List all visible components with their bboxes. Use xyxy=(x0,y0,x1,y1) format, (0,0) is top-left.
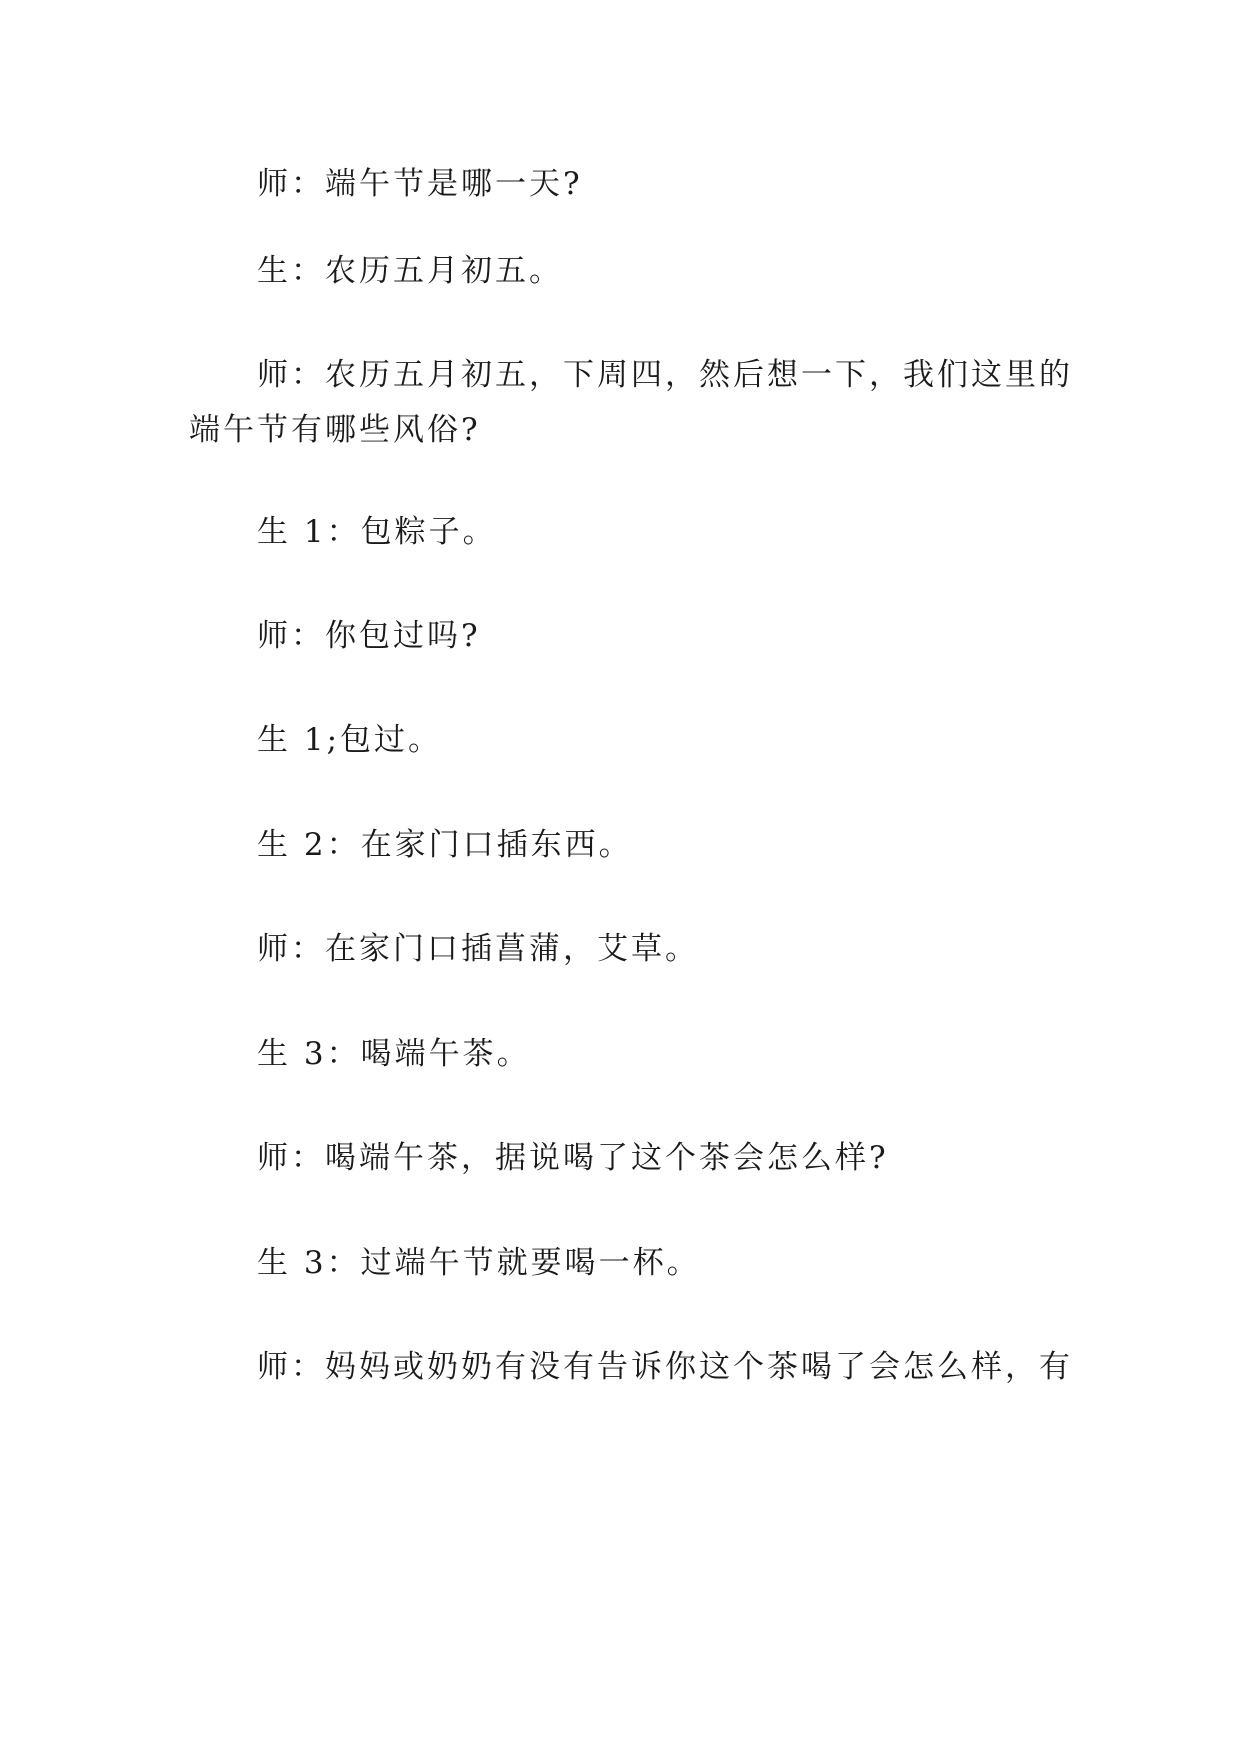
dialogue-line: 师：农历五月初五，下周四，然后想一下，我们这里的 xyxy=(257,357,1073,393)
dialogue-line: 生 1：包粽子。 xyxy=(257,514,497,550)
dialogue-line: 师：喝端午茶，据说喝了这个茶会怎么样? xyxy=(257,1140,889,1176)
dialogue-line: 生：农历五月初五。 xyxy=(257,253,563,289)
dialogue-line: 生 1;包过。 xyxy=(257,722,443,758)
dialogue-line: 师：端午节是哪一天? xyxy=(257,166,583,202)
dialogue-line: 生 3：过端午节就要喝一杯。 xyxy=(257,1245,701,1281)
dialogue-line: 师：在家门口插菖蒲，艾草。 xyxy=(257,931,699,967)
dialogue-line: 师：你包过吗? xyxy=(257,618,481,654)
dialogue-line: 生 2：在家门口插东西。 xyxy=(257,827,633,863)
dialogue-line-continuation: 端午节有哪些风俗? xyxy=(189,412,481,448)
dialogue-line: 生 3：喝端午茶。 xyxy=(257,1036,531,1072)
dialogue-line: 师：妈妈或奶奶有没有告诉你这个茶喝了会怎么样，有 xyxy=(257,1349,1073,1385)
